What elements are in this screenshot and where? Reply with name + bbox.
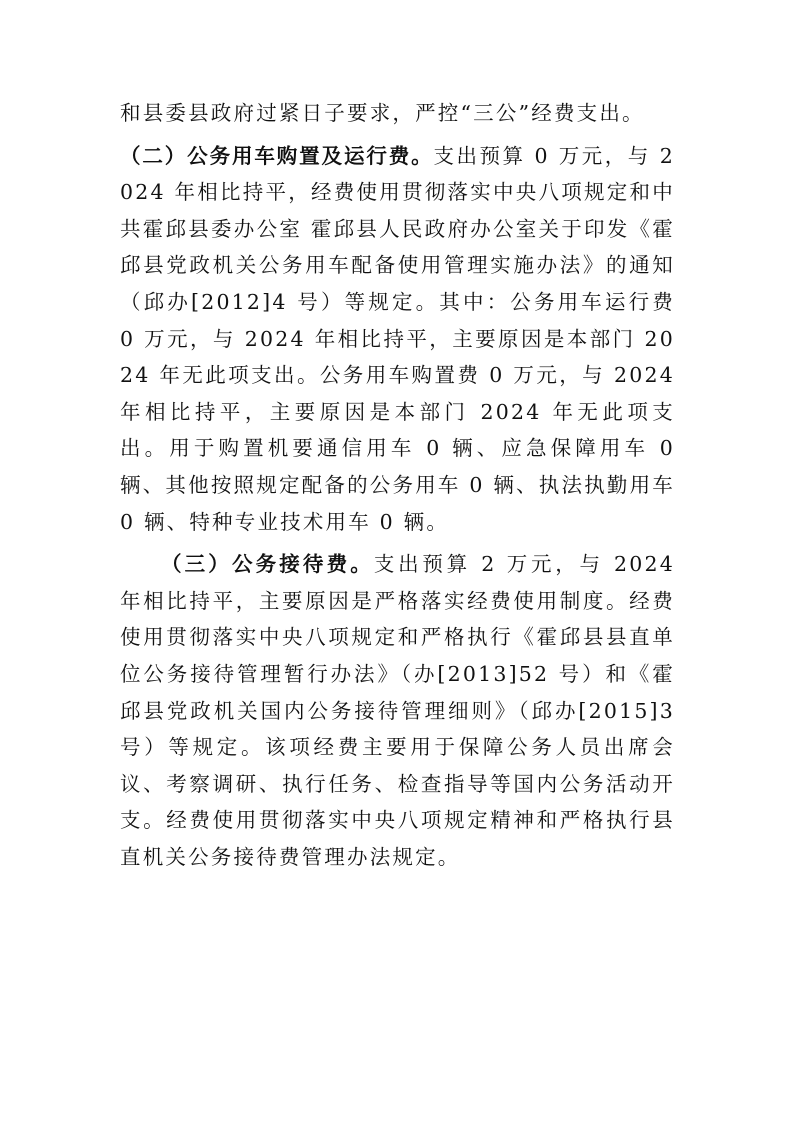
paragraph-continuation [120, 95, 675, 132]
paragraph-text: 支出预算 0 万元，与 2024 年相比持平，经费使用贯彻落实中央八项规定和中共霍邱县委办公室 霍邱县人民政府办公室关于印发《霍邱县党政机关公务用车配备使用管理实施办法》的通知（邱办[2012]4 号）等规定。其中：公务用车运行费 0 万元，与 2024 年相比持平，主要原因是本部门 2024 年无此项支出。公务用车购置费 0 万元，与 2024 年相比持平，主要原因是本部门 2024 年无此项支出。用于购置机要通信用车 0 辆、应急保障用车 0 辆、其他按照规定配备的公务用车 0 辆、执法执勤用车 0 辆、特种专业技术用车 0 辆。 [120, 143, 676, 534]
paragraph-reception-expenses [120, 546, 675, 875]
section-heading-vehicle: （二）公务用车购置及运行费。 [120, 143, 434, 168]
paragraph-text: 和县委县政府过紧日子要求，严控“三公”经费支出。 [120, 101, 645, 125]
section-heading-reception: （三）公务接待费。 [161, 552, 374, 577]
document-page [120, 95, 675, 875]
paragraph-text: 支出预算 2 万元，与 2024 年相比持平，主要原因是严格落实经费使用制度。经费使用贯彻落实中央八项规定和严格执行《霍邱县县直单位公务接待管理暂行办法》（办[2013]52 号）和《霍邱县党政机关国内公务接待管理细则》（邱办[2015]3 号）等规定。该项经费主要用于保障公务人员出席会议、考察调研、执行任务、检查指导等国内公务活动开支。经费使用贯彻落实中央八项规定精神和严格执行县直机关公务接待费管理办法规定。 [120, 552, 675, 869]
paragraph-vehicle-expenses [120, 138, 675, 541]
